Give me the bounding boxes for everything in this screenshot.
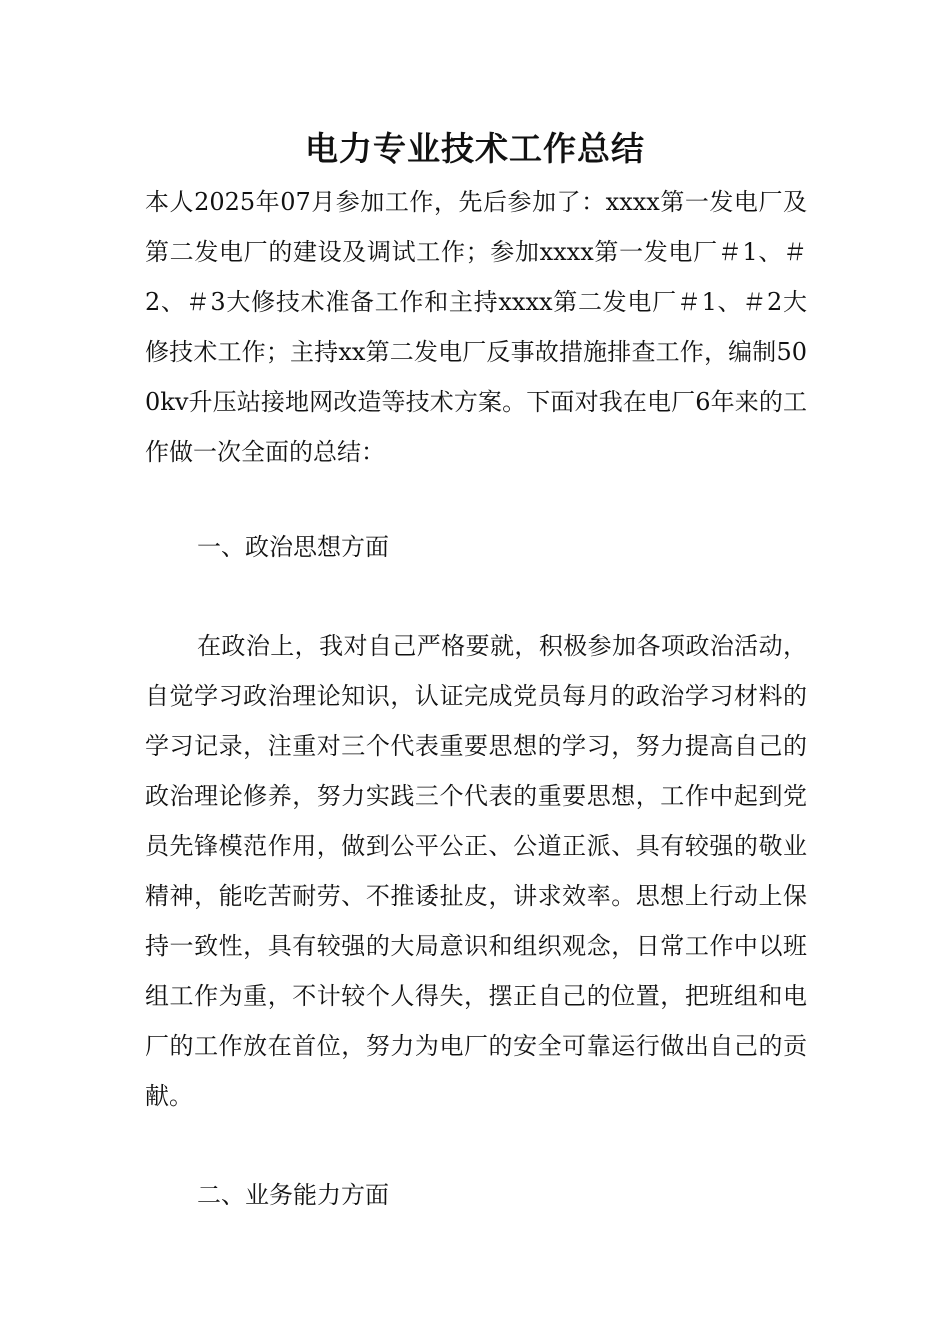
section-heading-political: 一、政治思想方面 (197, 533, 389, 561)
document-title: 电力专业技术工作总结 (305, 129, 645, 168)
section-heading-business: 二、业务能力方面 (197, 1181, 389, 1209)
intro-paragraph: 本人2025年07月参加工作，先后参加了：xxxx第一发电厂及第二发电厂的建设及调试工作；参加xxxx第一发电厂＃1、＃2、＃3大修技术准备工作和主持xxxx第二发电厂＃1、＃2大修技术工作；主持xx第二发电厂反事故措施排查工作，编制500kv升压站接地网改造等技术方案。下面对我在电厂6年来的工作做一次全面的总结： (145, 188, 807, 466)
section-body-political: 在政治上，我对自己严格要就，积极参加各项政治活动，自觉学习政治理论知识，认证完成党员每月的政治学习材料的学习记录，注重对三个代表重要思想的学习，努力提高自己的政治理论修养，努力实践三个代表的重要思想，工作中起到党员先锋模范作用，做到公平公正、公道正派、具有较强的敬业精神，能吃苦耐劳、不推诿扯皮，讲求效率。思想上行动上保持一致性，具有较强的大局意识和组织观念，日常工作中以班组工作为重，不计较个人得失，摆正自己的位置，把班组和电厂的工作放在首位，努力为电厂的安全可靠运行做出自己的贡献。 (145, 632, 807, 1110)
